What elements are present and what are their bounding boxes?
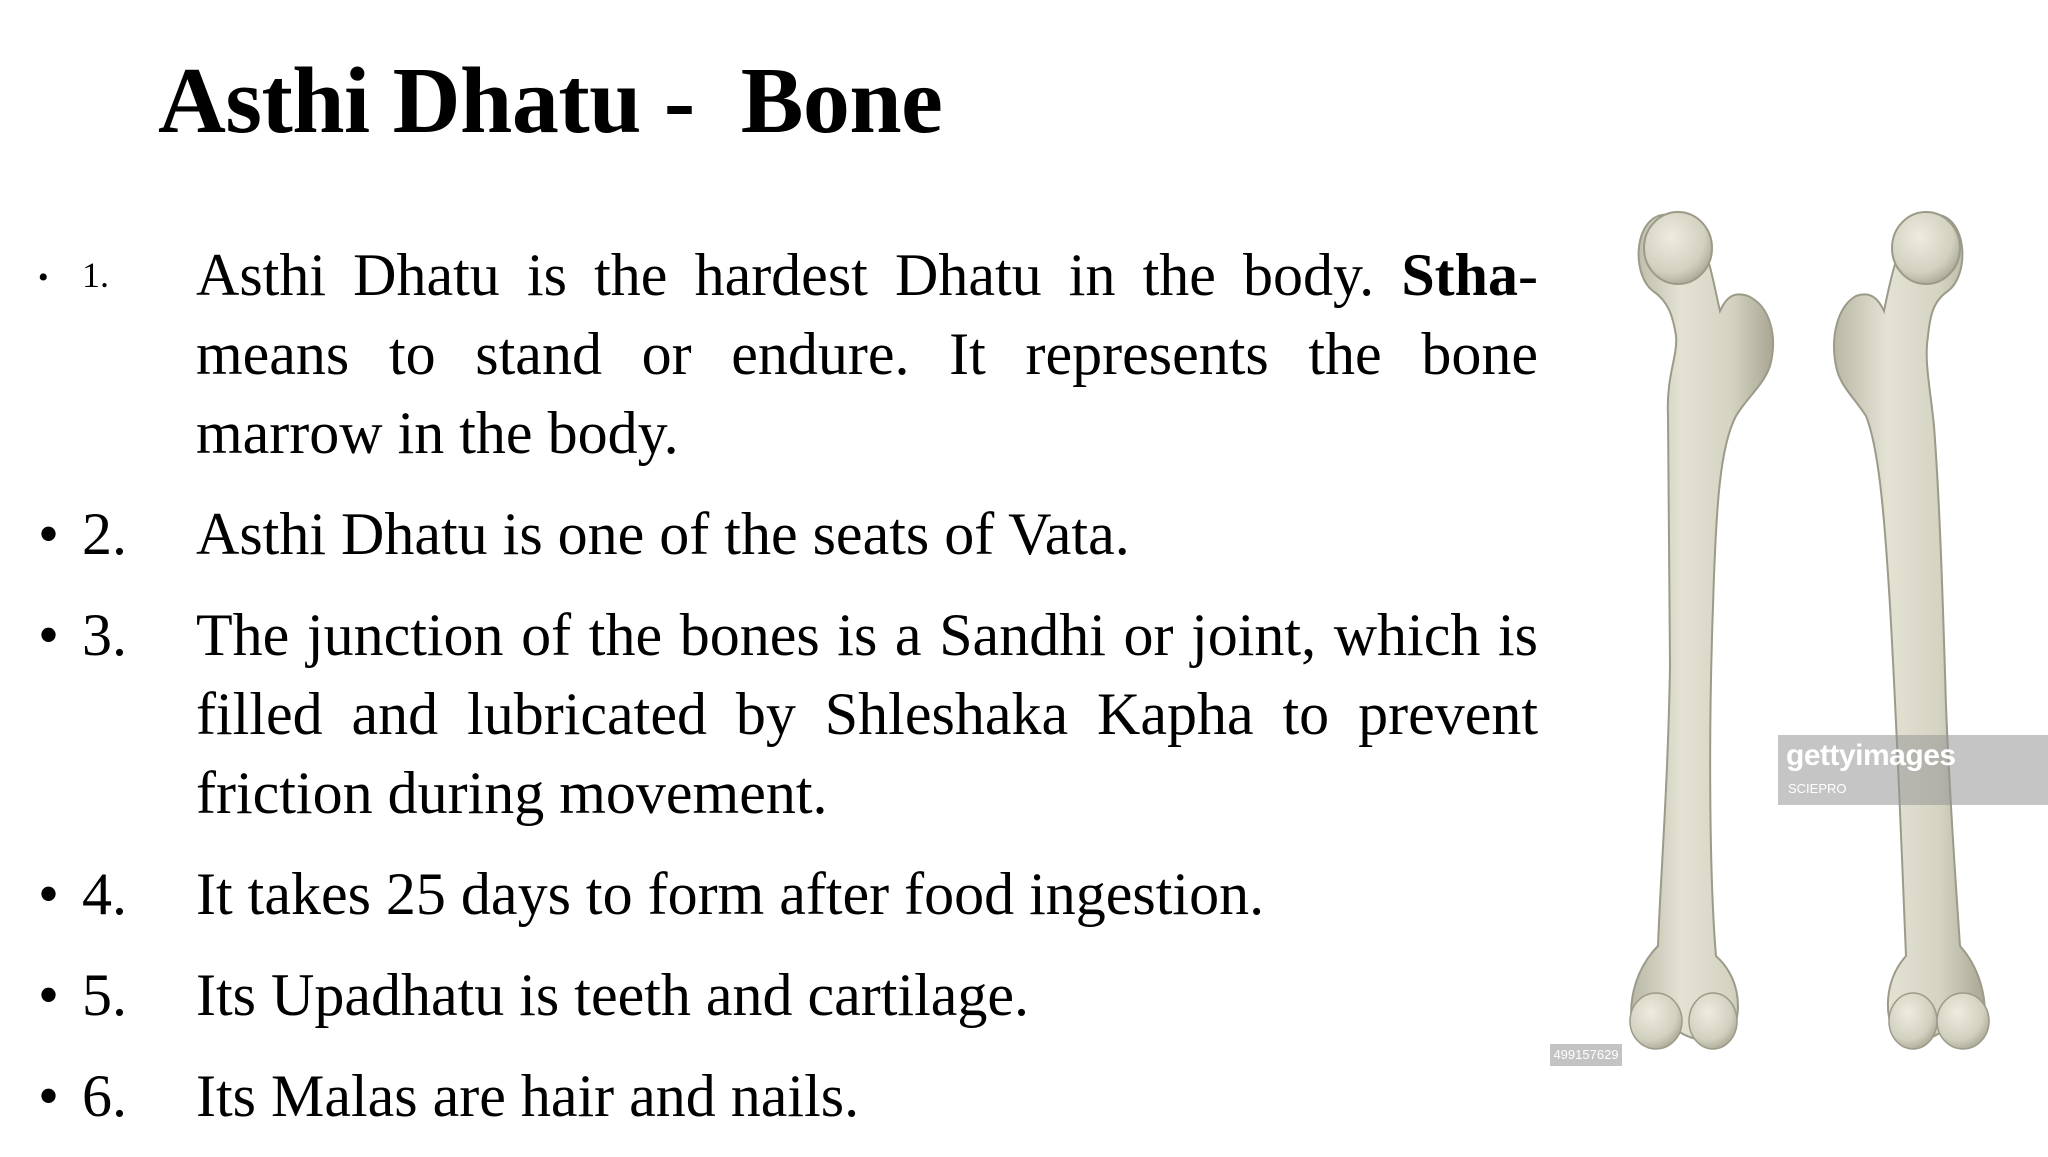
bullet-list: [38, 236, 1538, 1136]
bullet-dot: •: [38, 962, 60, 1028]
item-number: 4.: [82, 861, 127, 927]
watermark-credit: SCIEPRO: [1788, 781, 1847, 796]
gettyimages-watermark: [1778, 735, 2048, 805]
left-femur: [1630, 212, 1773, 1049]
list-item: [38, 1057, 1538, 1136]
list-item: [38, 236, 1538, 473]
list-item: [38, 956, 1538, 1035]
item-number: 3.: [82, 602, 127, 668]
item-text: Its Upadhatu is teeth and cartilage.: [196, 962, 1030, 1028]
watermark-brand: gettyimages: [1786, 739, 1956, 772]
bullet-dot: •: [38, 261, 49, 294]
item-text-part: - means to stand or endure. It represents the bone marrow in the body.: [196, 242, 1539, 466]
slide-title: Asthi Dhatu - Bone: [158, 49, 943, 153]
item-number: 6.: [82, 1063, 127, 1129]
bullet-dot: •: [38, 861, 60, 927]
item-bold-term: Stha: [1401, 242, 1519, 308]
bullet-marker: [38, 956, 196, 1035]
image-id-tag: 499157629: [1550, 1044, 1622, 1066]
list-item: [38, 855, 1538, 934]
bullet-marker: [38, 236, 196, 317]
bullet-marker: [38, 1057, 196, 1136]
femur-bones-image: [1548, 186, 2048, 1152]
bullet-dot: •: [38, 1063, 60, 1129]
list-item: [38, 596, 1538, 833]
bullet-dot: •: [38, 501, 60, 567]
bullet-marker: [38, 855, 196, 934]
item-number: 2.: [82, 501, 127, 567]
item-text-part: Asthi Dhatu is the hardest Dhatu in the body.: [196, 242, 1375, 308]
item-number: 1.: [82, 255, 109, 295]
item-text: [196, 236, 1538, 473]
item-text: The junction of the bones is a Sandhi or joint, which is filled and lubricated by Shleshaka Kapha to prevent friction during movement.: [196, 602, 1538, 826]
femur-bones-illustration: [1548, 186, 2048, 1152]
right-femur: [1834, 212, 1989, 1049]
bullet-marker: [38, 495, 196, 574]
item-text: Its Malas are hair and nails.: [196, 1063, 860, 1129]
item-number: 5.: [82, 962, 127, 1028]
bullet-marker: [38, 596, 196, 675]
item-text: It takes 25 days to form after food ingestion.: [196, 861, 1265, 927]
bullet-dot: •: [38, 602, 60, 668]
list-item: [38, 495, 1538, 574]
item-text: Asthi Dhatu is one of the seats of Vata.: [196, 501, 1130, 567]
